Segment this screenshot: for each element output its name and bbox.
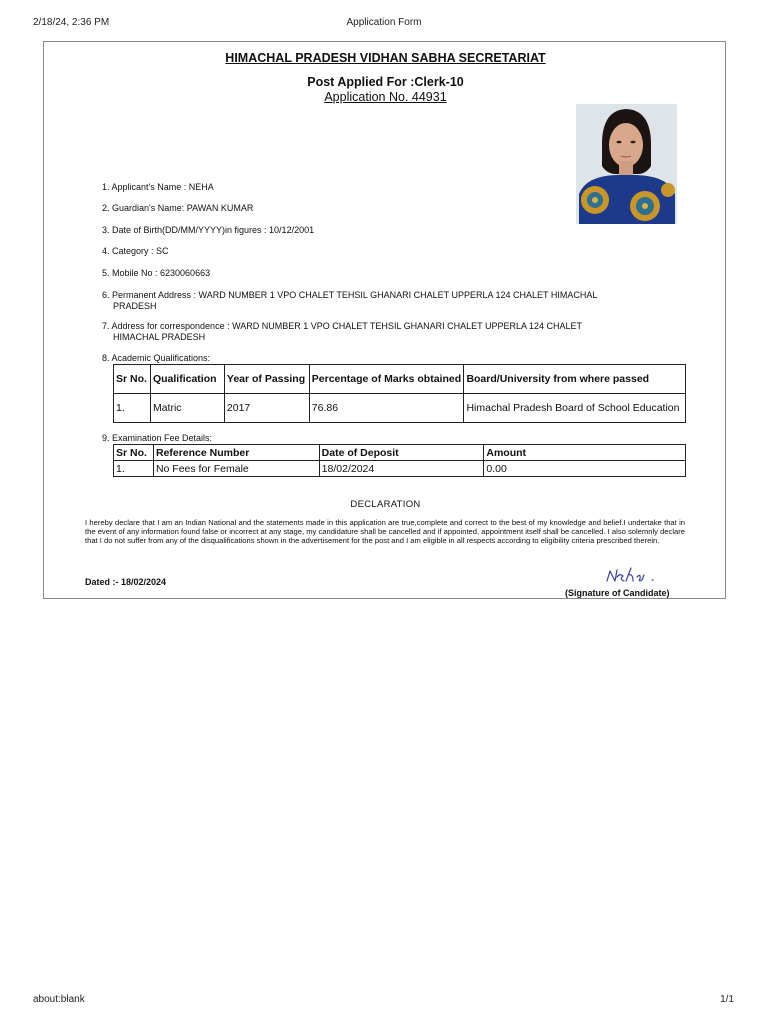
field-examination-fee-details: 9. Examination Fee Details: bbox=[102, 433, 213, 443]
field-guardian-name: 2. Guardian's Name: PAWAN KUMAR bbox=[102, 203, 254, 213]
academic-header-percentage: Percentage of Marks obtained bbox=[309, 365, 464, 394]
academic-cell-qualification: Matric bbox=[150, 394, 224, 423]
post-applied: Post Applied For :Clerk-10 bbox=[307, 75, 464, 89]
print-page-number: 1/1 bbox=[720, 994, 734, 1005]
field-correspondence-address bbox=[102, 321, 662, 343]
fee-cell-amount: 0.00 bbox=[484, 461, 686, 477]
academic-qualifications-table bbox=[113, 364, 686, 423]
fee-cell-reference: No Fees for Female bbox=[153, 461, 319, 477]
print-datetime: 2/18/24, 2:36 PM bbox=[33, 17, 110, 28]
fee-header-row bbox=[114, 445, 686, 461]
correspondence-address-line1: 7. Address for correspondence : WARD NUMBER 1 VPO CHALET TEHSIL GHANARI CHALET UPPERLA 124 CHALET bbox=[102, 321, 583, 331]
field-mobile-no: 5. Mobile No : 6230060663 bbox=[102, 268, 211, 278]
table-row bbox=[114, 461, 686, 477]
fee-header-amount: Amount bbox=[484, 445, 686, 461]
field-permanent-address bbox=[102, 290, 662, 312]
fee-cell-sr-no: 1. bbox=[114, 461, 154, 477]
correspondence-address-line2: HIMACHAL PRADESH bbox=[113, 332, 206, 342]
field-category: 4. Category : SC bbox=[102, 246, 169, 256]
candidate-signature bbox=[604, 562, 674, 588]
declaration-text: I hereby declare that I am an Indian National and the statements made in this application are true,complete and correct to the best of my knowledge and belief.I undertake that in the event of any information found false or incorrect at any stage, my candidature shall be cancelled and if appointed, appointment itself shall be cancelled. I also solemnly declare that I do not suffer from any of the disqualifications shown in the advertisement for the post and I am eligible in all respects according to eligibility criteria prescribed therein. bbox=[85, 518, 685, 546]
print-url: about:blank bbox=[33, 994, 85, 1005]
field-applicant-name: 1. Applicant's Name : NEHA bbox=[102, 182, 214, 192]
declaration-title: DECLARATION bbox=[350, 499, 421, 510]
academic-header-sr-no: Sr No. bbox=[114, 365, 151, 394]
organization-title: HIMACHAL PRADESH VIDHAN SABHA SECRETARIAT bbox=[225, 51, 546, 65]
field-date-of-birth: 3. Date of Birth(DD/MM/YYYY)in figures : 10/12/2001 bbox=[102, 225, 315, 235]
academic-cell-year: 2017 bbox=[224, 394, 309, 423]
application-number: Application No. 44931 bbox=[324, 90, 447, 104]
application-form bbox=[43, 41, 726, 599]
permanent-address-line2: PRADESH bbox=[113, 301, 157, 311]
academic-header-board: Board/University from where passed bbox=[464, 365, 686, 394]
dated-label: Dated :- 18/02/2024 bbox=[85, 577, 167, 587]
table-row bbox=[114, 394, 686, 423]
academic-header-year: Year of Passing bbox=[224, 365, 309, 394]
examination-fee-table bbox=[113, 444, 686, 477]
fee-header-sr-no: Sr No. bbox=[114, 445, 154, 461]
field-academic-qualifications: 8. Academic Qualifications: bbox=[102, 353, 211, 363]
academic-cell-sr-no: 1. bbox=[114, 394, 151, 423]
academic-header-qualification: Qualification bbox=[150, 365, 224, 394]
academic-header-row bbox=[114, 365, 686, 394]
fee-cell-date: 18/02/2024 bbox=[319, 461, 484, 477]
fee-header-reference: Reference Number bbox=[153, 445, 319, 461]
print-page-title: Application Form bbox=[346, 17, 422, 28]
fee-header-date: Date of Deposit bbox=[319, 445, 484, 461]
academic-cell-board: Himachal Pradesh Board of School Education bbox=[464, 394, 686, 423]
permanent-address-line1: 6. Permanent Address : WARD NUMBER 1 VPO CHALET TEHSIL GHANARI CHALET UPPERLA 124 CHALET HIMACHAL bbox=[102, 290, 598, 300]
signature-caption: (Signature of Candidate) bbox=[565, 588, 670, 598]
academic-cell-percentage: 76.86 bbox=[309, 394, 464, 423]
